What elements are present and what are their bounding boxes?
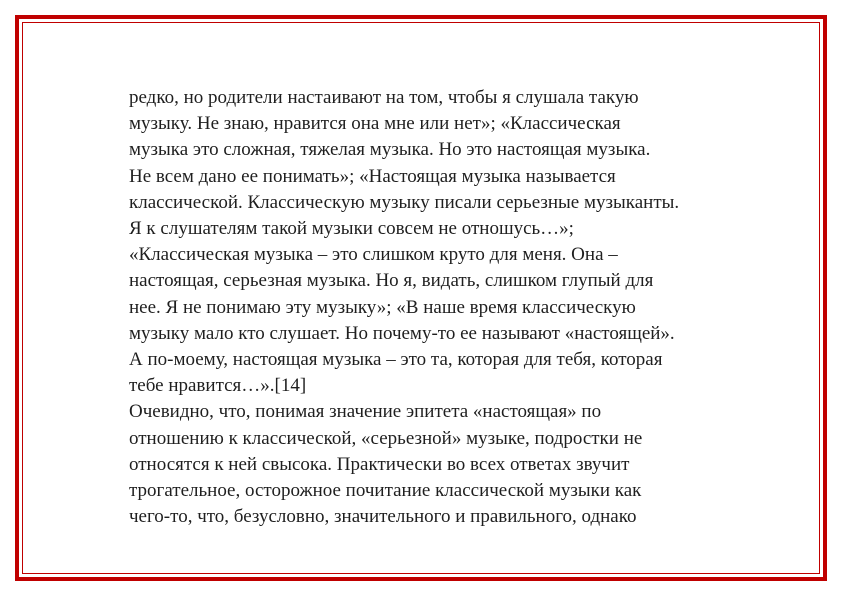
- body-text: [129, 85, 779, 530]
- text-line-9: нее. Я не понимаю эту музыку»; «В наше время классическую: [129, 296, 636, 318]
- text-line-16: трогательное, осторожное почитание классической музыки как: [129, 480, 642, 502]
- text-line-5: классической. Классическую музыку писали серьезные музыканты.: [129, 191, 680, 213]
- text-line-6: Я к слушателям такой музыки совсем не отношусь…»;: [129, 218, 574, 240]
- text-line-2: музыку. Не знаю, нравится она мне или нет»; «Классическая: [129, 113, 621, 135]
- text-line-4: Не всем дано ее понимать»; «Настоящая музыка называется: [129, 165, 616, 187]
- text-line-13: Очевидно, что, понимая значение эпитета «настоящая» по: [129, 401, 602, 423]
- text-line-17: чего-то, что, безусловно, значительного и правильного, однако: [129, 506, 637, 528]
- text-line-12: тебе нравится…».[14]: [129, 375, 307, 397]
- text-line-14: отношению к классической, «серьезной» музыке, подростки не: [129, 427, 643, 449]
- text-line-11: А по-моему, настоящая музыка – это та, которая для тебя, которая: [129, 349, 663, 371]
- text-line-8: настоящая, серьезная музыка. Но я, видать, слишком глупый для: [129, 270, 654, 292]
- text-line-15: относятся к ней свысока. Практически во всех ответах звучит: [129, 453, 630, 475]
- text-line-10: музыку мало кто слушает. Но почему-то ее называют «настоящей».: [129, 322, 675, 344]
- text-line-1: редко, но родители настаивают на том, чтобы я слушала такую: [129, 87, 639, 108]
- text-line-3: музыка это сложная, тяжелая музыка. Но это настоящая музыка.: [129, 139, 651, 161]
- text-line-7: «Классическая музыка – это слишком круто для меня. Она –: [129, 244, 618, 266]
